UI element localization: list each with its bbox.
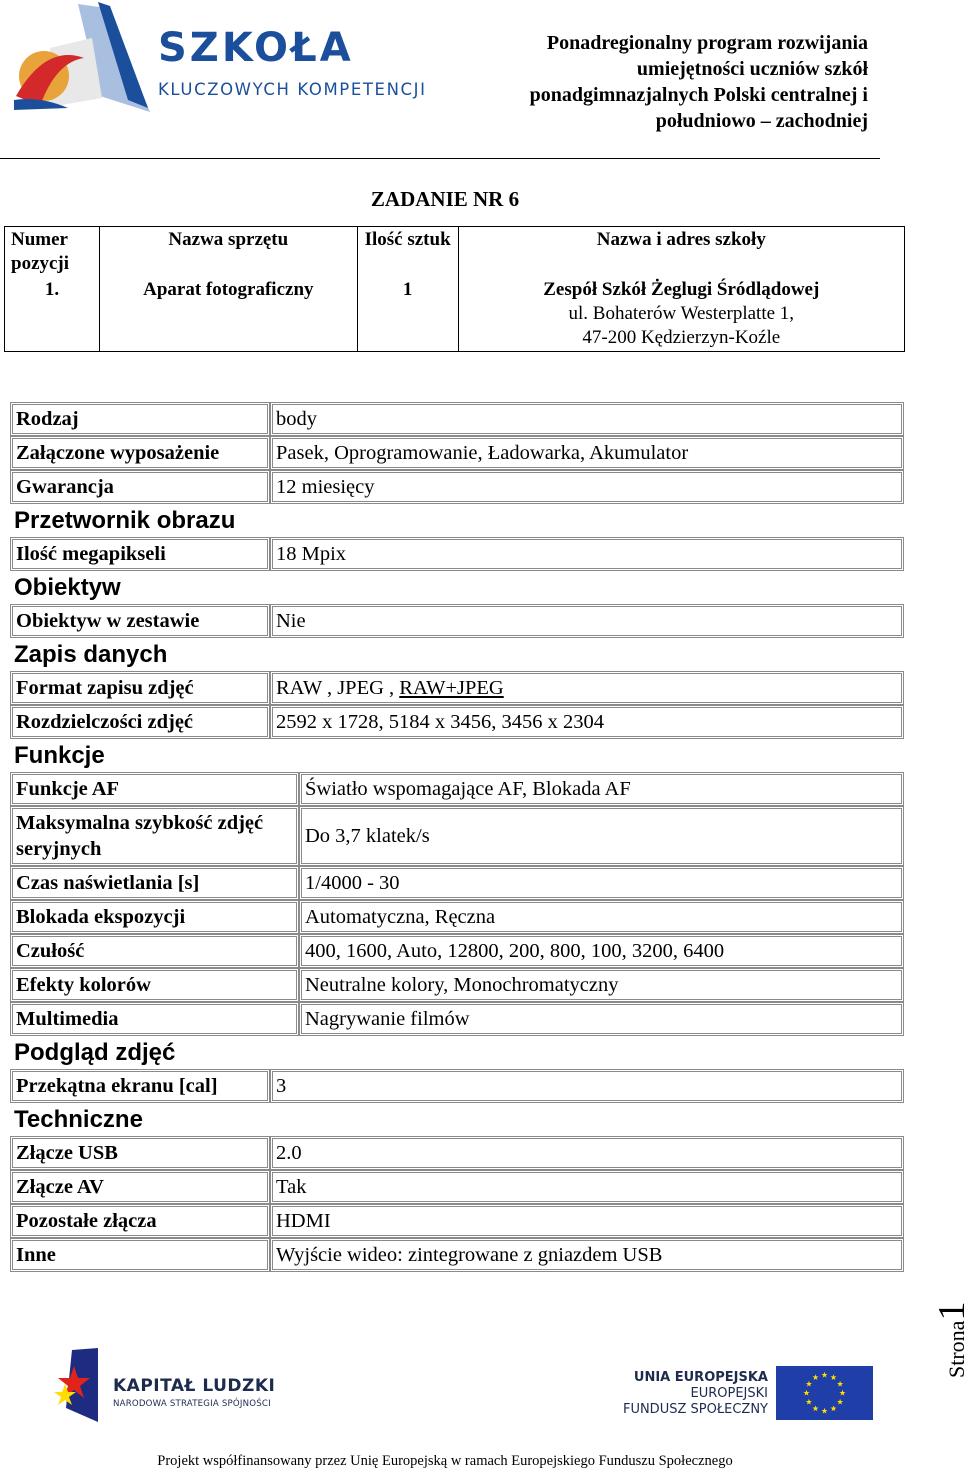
- row-number: 1.: [5, 277, 100, 352]
- header-nazwa-adres-szkoly: Nazwa i adres szkoły: [458, 227, 904, 278]
- kl-subtitle: NARODOWA STRATEGIA SPÓJNOŚCI: [113, 1399, 271, 1409]
- spec-row-pozostale: [10, 1204, 904, 1238]
- row-equipment-name: Aparat fotograficzny: [99, 277, 357, 352]
- spec-row-format: [10, 671, 904, 705]
- spec-label: Obiektyw w zestawie: [10, 604, 270, 638]
- spec-value: Pasek, Oprogramowanie, Ładowarka, Akumulator: [270, 436, 904, 470]
- format-value-part: RAW , JPEG ,: [276, 676, 400, 699]
- spec-row-rodzaj: [10, 402, 904, 436]
- spec-row-usb: [10, 1136, 904, 1170]
- spec-row-av: [10, 1170, 904, 1204]
- szkola-kluczowych-kompetencji-logo-icon: [10, 0, 140, 118]
- section-heading-przetwornik: Przetwornik obrazu: [14, 507, 236, 534]
- spec-label: Format zapisu zdjęć: [10, 671, 270, 705]
- order-table: [4, 226, 905, 352]
- spec-value: 12 miesięcy: [270, 470, 904, 504]
- header-divider: [0, 158, 880, 159]
- spec-value: Nagrywanie filmów: [299, 1002, 904, 1036]
- table-row: [5, 277, 905, 352]
- kapital-ludzki-wordmark: [113, 1376, 275, 1409]
- format-value-underlined: RAW+JPEG: [399, 676, 504, 699]
- spec-value: Automatyczna, Ręczna: [299, 900, 904, 934]
- spec-value: Neutralne kolory, Monochromatyczny: [299, 968, 904, 1002]
- footer-note: Projekt współfinansowany przez Unię Europejską w ramach Europejskiego Funduszu Społecznego: [157, 1453, 733, 1469]
- spec-row-wyposazenie: [10, 436, 904, 470]
- spec-row-inne: [10, 1238, 904, 1272]
- spec-label-line: seryjnych: [16, 838, 102, 860]
- section-heading-techniczne: Techniczne: [14, 1106, 143, 1133]
- spec-row-multimedia: [10, 1002, 904, 1036]
- spec-label: Przekątna ekranu [cal]: [10, 1069, 270, 1103]
- spec-label: Załączone wyposażenie: [10, 436, 270, 470]
- spec-value: 2.0: [270, 1136, 904, 1170]
- logo-title: SZKOŁA: [158, 25, 354, 71]
- order-table-header: [5, 227, 905, 278]
- program-line: południowo – zachodniej: [655, 110, 868, 132]
- header-ilosc-sztuk: Ilość sztuk: [357, 227, 458, 278]
- spec-label: Rozdzielczości zdjęć: [10, 705, 270, 739]
- spec-label: Funkcje AF: [10, 772, 299, 806]
- spec-label-line: Maksymalna szybkość zdjęć: [16, 812, 264, 834]
- spec-label: Pozostałe złącza: [10, 1204, 270, 1238]
- page-number: [918, 1292, 978, 1380]
- spec-row-czas: [10, 866, 904, 900]
- school-address-line2: 47-200 Kędzierzyn-Koźle: [582, 327, 781, 348]
- program-line: Ponadregionalny program rozwijania: [546, 32, 868, 54]
- section-heading-funkcje: Funkcje: [14, 742, 105, 769]
- spec-row-funkcje-af: [10, 772, 904, 806]
- spec-value: Do 3,7 klatek/s: [299, 806, 904, 866]
- spec-label: Czułość: [10, 934, 299, 968]
- spec-value: 400, 1600, Auto, 12800, 200, 800, 100, 3200, 6400: [299, 934, 904, 968]
- spec-value: HDMI: [270, 1204, 904, 1238]
- spec-row-szybkosc: [10, 806, 904, 866]
- spec-label: Efekty kolorów: [10, 968, 299, 1002]
- logo-subtitle: KLUCZOWYCH KOMPETENCJI: [158, 80, 427, 99]
- section-heading-zapis: Zapis danych: [14, 641, 168, 668]
- spec-value: body: [270, 402, 904, 436]
- ue-wordmark: [620, 1370, 768, 1418]
- school-address-line1: ul. Bohaterów Westerplatte 1,: [568, 303, 795, 324]
- kapital-ludzki-logo-icon: [52, 1348, 100, 1422]
- spec-label: [10, 806, 299, 866]
- spec-value: 18 Mpix: [270, 537, 904, 571]
- ue-line: FUNDUSZ SPOŁECZNY: [622, 1402, 768, 1417]
- spec-label: Złącze USB: [10, 1136, 270, 1170]
- spec-label: Rodzaj: [10, 402, 270, 436]
- row-quantity: 1: [357, 277, 458, 352]
- spec-label: Gwarancja: [10, 470, 270, 504]
- spec-label: Złącze AV: [10, 1170, 270, 1204]
- spec-value: Światło wspomagające AF, Blokada AF: [299, 772, 904, 806]
- spec-label: Inne: [10, 1238, 270, 1272]
- eu-flag-icon: [776, 1366, 873, 1420]
- program-line: umiejętności uczniów szkół: [636, 58, 868, 80]
- spec-value: 1/4000 - 30: [299, 866, 904, 900]
- spec-row-blokada: [10, 900, 904, 934]
- header-numer-pozycji: Numer pozycji: [5, 227, 100, 278]
- spec-value: Tak: [270, 1170, 904, 1204]
- row-school-address: [458, 277, 904, 352]
- page-number-value: 1: [931, 1301, 973, 1321]
- header-nazwa-sprzetu: Nazwa sprzętu: [99, 227, 357, 278]
- spec-value: [270, 671, 904, 705]
- task-title: ZADANIE NR 6: [370, 187, 520, 211]
- school-name: Zespół Szkół Żeglugi Śródlądowej: [543, 279, 820, 300]
- program-line: ponadgimnazjalnych Polski centralnej i: [529, 84, 868, 106]
- spec-value: 2592 x 1728, 5184 x 3456, 3456 x 2304: [270, 705, 904, 739]
- spec-row-efekty: [10, 968, 904, 1002]
- spec-value: Wyjście wideo: zintegrowane z gniazdem USB: [270, 1238, 904, 1272]
- section-heading-podglad: Podgląd zdjęć: [14, 1039, 176, 1066]
- spec-label: Ilość megapikseli: [10, 537, 270, 571]
- spec-row-przekatna: [10, 1069, 904, 1103]
- spec-value: Nie: [270, 604, 904, 638]
- page-number-word: Strona: [944, 1320, 969, 1378]
- spec-row-megapiksele: [10, 537, 904, 571]
- spec-label: Blokada ekspozycji: [10, 900, 299, 934]
- ue-line: UNIA EUROPEJSKA: [633, 1370, 768, 1385]
- logo-wordmark: [158, 25, 427, 99]
- spec-row-obiektyw-w-zestawie: [10, 604, 904, 638]
- spec-value: 3: [270, 1069, 904, 1103]
- section-heading-obiektyw: Obiektyw: [14, 574, 121, 601]
- ue-line: EUROPEJSKI: [690, 1386, 768, 1401]
- spec-row-czulosc: [10, 934, 904, 968]
- spec-row-gwarancja: [10, 470, 904, 504]
- kl-title: KAPITAŁ LUDZKI: [113, 1376, 276, 1396]
- program-title: [448, 30, 868, 134]
- spec-label: Czas naświetlania [s]: [10, 866, 299, 900]
- spec-row-rozdzielczosci: [10, 705, 904, 739]
- spec-label: Multimedia: [10, 1002, 299, 1036]
